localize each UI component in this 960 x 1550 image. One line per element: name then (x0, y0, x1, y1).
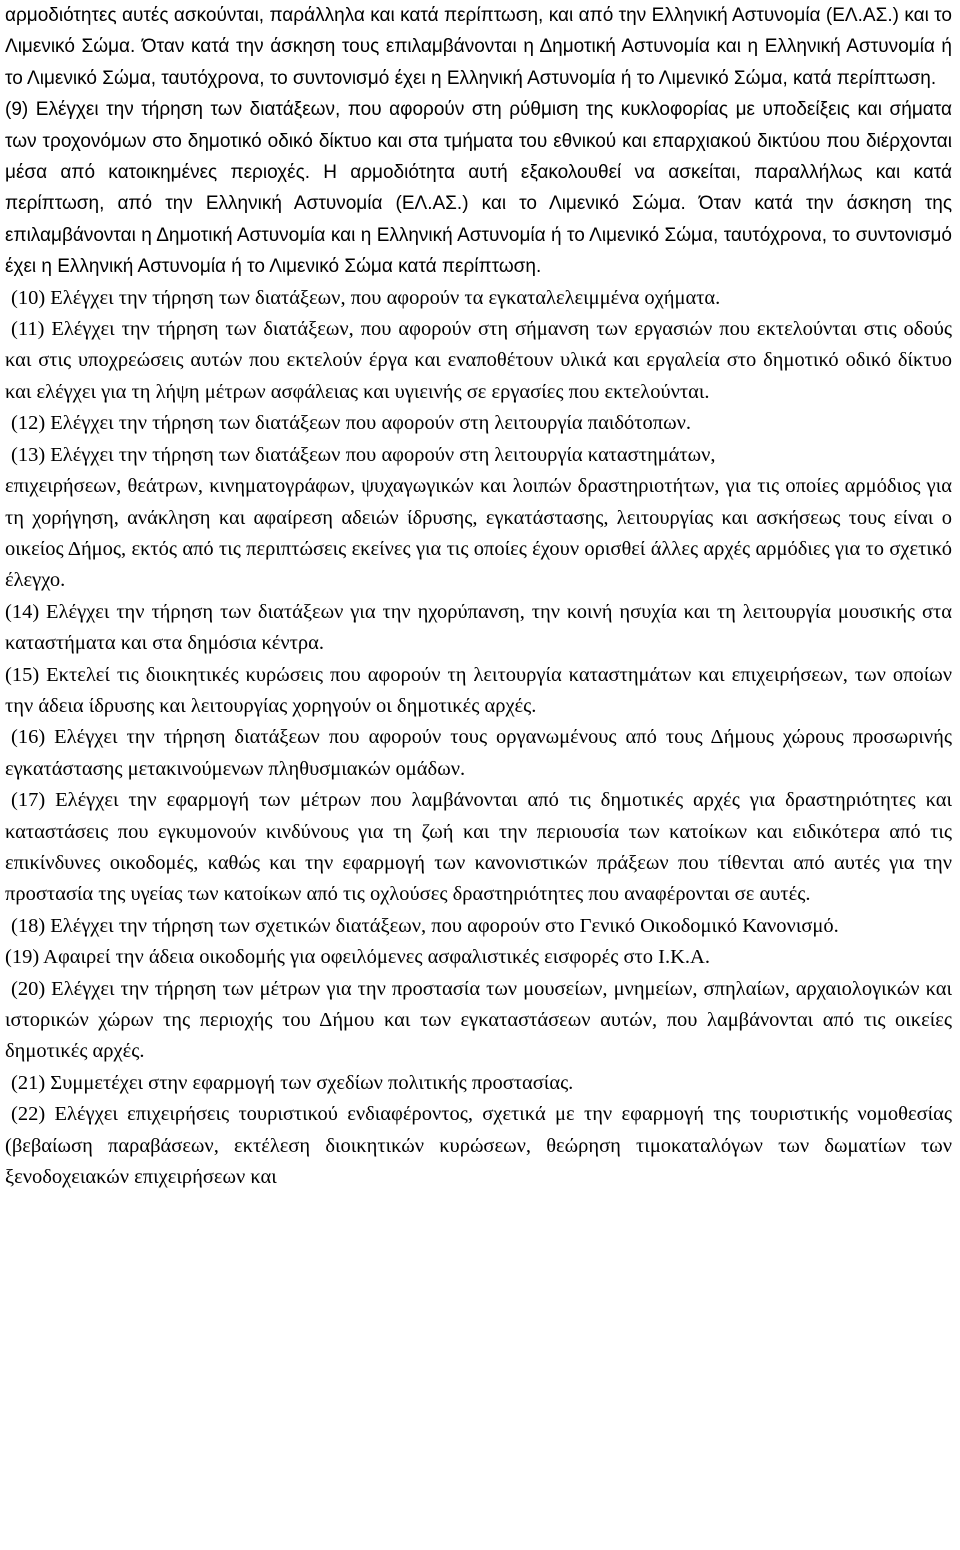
item-17-paragraph: (17) Ελέγχει την εφαρμογή των μέτρων που λαμβάνονται από τις δημοτικές αρχές για δραστηριότητες και καταστάσεις που εγκυμονούν κινδύνους για τη ζωή και την περιουσία των κατοίκων και ειδικότερα από τις επικίνδυνες οικοδομές, καθώς και την εφαρμογή των κανονιστικών πράξεων που τίθενται από αυτές για την προστασία της υγείας των κατοίκων από τις οχλούσες δραστηριότητες που αναφέρονται σε αυτές. (5, 789, 952, 906)
item-13-rest: επιχειρήσεων, θεάτρων, κινηματογράφων, ψυχαγωγικών και λοιπών δραστηριοτήτων, για τις οποίες αρμόδιος για τη χορήγηση, ανάκληση και αφαίρεση αδειών ίδρυσης, εγκατάστασης, λειτουργίας και ασκήσεως τους είναι ο οικείος Δήμος, εκτός από τις περιπτώσεις εκείνες για τις οποίες έχουν ορισθεί άλλες αρχές αρμόδιες για το σχετικό έλεγχο. (5, 475, 952, 592)
item-15-paragraph: (15) Εκτελεί τις διοικητικές κυρώσεις που αφορούν τη λειτουργία καταστημάτων και επιχειρήσεων, των οποίων την άδεια ίδρυσης και λειτουργίας χορηγούν οι δημοτικές αρχές. (5, 663, 952, 717)
item-21-paragraph: (21) Συμμετέχει στην εφαρμογή των σχεδίων πολιτικής προστασίας. (11, 1071, 574, 1094)
item-11-paragraph: (11) Ελέγχει την τήρηση των διατάξεων, που αφορούν στη σήμανση των εργασιών που εκτελούνται στις οδούς και στις υποχρεώσεις αυτών που εκτελούν έργα και εναποθέτουν υλικά και εργαλεία στο δημοτικό οδικό δίκτυο και ελέγχει για τη λήψη μέτρων ασφάλειας και υγιεινής σε εργασίες που εκτελούνται. (5, 318, 952, 403)
item-14-paragraph: (14) Ελέγχει την τήρηση των διατάξεων για την ηχορύπανση, την κοινή ησυχία και τη λειτουργία μουσικής στα καταστήματα και στα δημόσια κέντρα. (5, 600, 952, 655)
item-9-part1: (9) Ελέγχει την τήρηση των διατάξεων, που αφορούν στη ρύθμιση της κυκλοφορίας με υποδείξεις και σήματα των τροχονόμων στο δημοτικό οδικό δίκτυο και στα τμήματα του εθνικού και επαρχιακού δικτύου που διέρχονται μέσα από κατοικημένες περιοχές. (5, 99, 952, 184)
item-16-paragraph: (16) Ελέγχει την τήρηση διατάξεων που αφορούν τους οργανωμένους από τους Δήμους χώρους προσωρινής εγκατάστασης μετακινούμενων πληθυσμιακών ομάδων. (5, 726, 952, 780)
intro-continuation-paragraph: αρμοδιότητες αυτές ασκούνται, παράλληλα και κατά περίπτωση, και από την Ελληνική Αστυνομία (ΕΛ.ΑΣ.) και το Λιμενικό Σώμα. Όταν κατά την άσκηση τους επιλαμβάνονται η Δημοτική Αστυνομία και η Ελληνική Αστυνομία ή το Λιμενικό Σώμα, ταυτόχρονα, το συντονισμό έχει η Ελληνική Αστυνομία ή το Λιμενικό Σώμα, κατά περίπτωση. (5, 5, 952, 89)
item-18-paragraph: (18) Ελέγχει την τήρηση των σχετικών διατάξεων, που αφορούν στο Γενικό Οικοδομικό Κανονισμό. (11, 914, 839, 937)
item-20-paragraph: (20) Ελέγχει την τήρηση των μέτρων για την προστασία των μουσείων, μνημείων, σπηλαίων, αρχαιολογικών και ιστορικών χώρων της περιοχής του Δήμου και των εγκαταστάσεων αυτών, που λαμβάνονται από τις οικείες δημοτικές αρχές. (5, 977, 952, 1063)
item-19-paragraph: (19) Αφαιρεί την άδεια οικοδομής για οφειλόμενες ασφαλιστικές εισφορές στο Ι.Κ.Α. (5, 946, 710, 969)
item-9-part2: Η αρμοδιότητα αυτή εξακολουθεί να ασκείται, παραλλήλως και κατά περίπτωση, από την Ελληνική Αστυνομία (ΕΛ.ΑΣ.) και το Λιμενικό Σώμα. Όταν κατά την άσκηση της επιλαμβάνονται η Δημοτική Αστυνομία και η Ελληνική Αστυνομία ή το Λιμενικό Σώμα, ταυτόχρονα, το συντονισμό έχει η Ελληνική Αστυνομία ή το Λιμενικό Σώμα κατά περίπτωση. (5, 162, 952, 278)
item-12-paragraph: (12) Ελέγχει την τήρηση των διατάξεων που αφορούν στη λειτουργία παιδότοπων. (11, 412, 692, 435)
item-13-first-line: (13) Ελέγχει την τήρηση των διατάξεων που αφορούν στη λειτουργία καταστημάτων, (11, 443, 716, 466)
item-9-paragraph (5, 94, 952, 282)
item-22-paragraph: (22) Ελέγχει επιχειρήσεις τουριστικού ενδιαφέροντος, σχετικά με την εφαρμογή της τουριστικής νομοθεσίας (βεβαίωση παραβάσεων, εκτέλεση διοικητικών κυρώσεων, θεώρηση τιμοκαταλόγων των δωματίων των ξενοδοχειακών επιχειρήσεων και (5, 1103, 952, 1189)
item-10-paragraph: (10) Ελέγχει την τήρηση των διατάξεων, που αφορούν τα εγκαταλελειμμένα οχήματα. (11, 286, 721, 309)
